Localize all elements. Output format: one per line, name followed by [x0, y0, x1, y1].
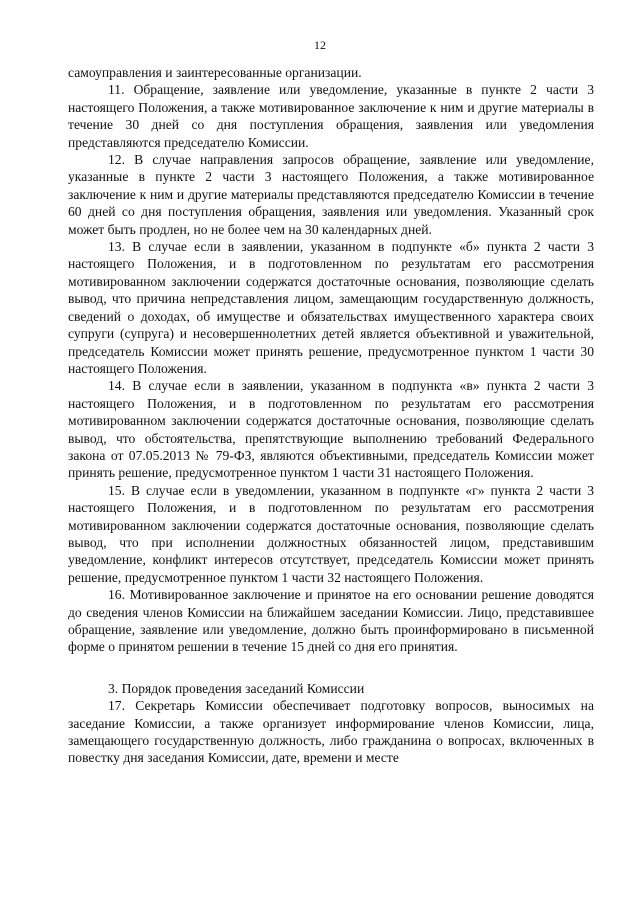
- paragraph-continuation: самоуправления и заинтересованные организации.: [68, 65, 362, 80]
- section-heading: 3. Порядок проведения заседаний Комиссии: [108, 680, 365, 696]
- document-body: [68, 64, 594, 767]
- paragraph-16: 16. Мотивированное заключение и принятое на его основании решение доводятся до сведения членов Комиссии на ближайшем заседании Комиссии. Лицо, представившее обращение, заявление или уведомление, должно быть проинформировано в письменной форме о принятом решении в течение 15 дней со дня его принятия.: [68, 587, 594, 655]
- paragraph-14: 14. В случае если в заявлении, указанном в подпункта «в» пункта 2 части 3 настоящего Положения, и в подготовленном по результатам его рассмотрения мотивированном заключении содержатся достаточные основания, позволяющие сделать вывод, что обстоятельства, препятствующие выполнению требований Федерального закона от 07.05.2013 № 79-ФЗ, являются объективными, председатель Комиссии может принять решение, предусмотренное пунктом 1 части 31 настоящего Положения.: [68, 378, 594, 481]
- paragraph-12: 12. В случае направления запросов обращение, заявление или уведомление, указанные в пункте 2 части 3 настоящего Положения, а также мотивированное заключение к ним и другие материалы представляются председателю Комиссии в течение 60 дней со дня поступления обращения, заявления или уведомления. Указанный срок может быть продлен, но не более чем на 30 календарных дней.: [68, 152, 594, 237]
- paragraph-13: 13. В случае если в заявлении, указанном в подпункте «б» пункта 2 части 3 настоящего Положения, и в подготовленном по результатам его рассмотрения мотивированном заключении содержатся достаточные основания, позволяющие сделать вывод, что причина непредставления лицом, замещающим государственную должность, сведений о доходах, об имуществе и обязательствах имущественного характера своих супруги (супруга) и несовершеннолетних детей является объективной и уважительной, председатель Комиссии может принять решение, предусмотренное пунктом 1 части 30 настоящего Положения.: [68, 239, 594, 376]
- paragraph-17: 17. Секретарь Комиссии обеспечивает подготовку вопросов, выносимых на заседание Комиссии, а также организует информирование членов Комиссии, лица, замещающего государственную должность, либо гражданина о вопросах, включенных в повестку дня заседания Комиссии, дате, времени и месте: [68, 698, 594, 766]
- paragraph-15: 15. В случае если в уведомлении, указанном в подпункте «г» пункта 2 части 3 настоящего Положения, и в подготовленном по результатам его рассмотрения мотивированном заключении содержатся достаточные основания, позволяющие сделать вывод, что при исполнении должностных обязанностей лицом, представившим уведомление, конфликт интересов отсутствует, председатель Комиссии может принять решение, предусмотренное пунктом 1 части 32 настоящего Положения.: [68, 482, 594, 585]
- paragraph-11: 11. Обращение, заявление или уведомление, указанные в пункте 2 части 3 настоящего Положения, а также мотивированное заключение к ним и другие материалы в течение 30 дней со дня поступления обращения, заявления или уведомления представляются председателю Комиссии.: [68, 82, 594, 150]
- page-number: 12: [314, 38, 326, 52]
